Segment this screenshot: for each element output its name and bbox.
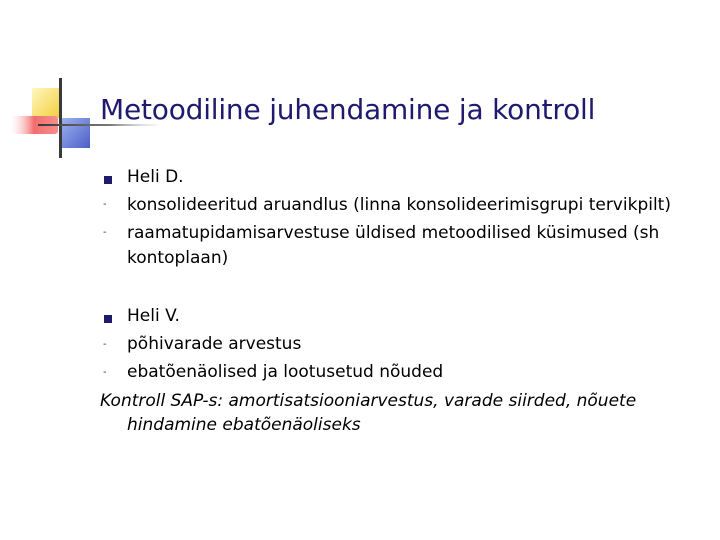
list-item: raamatupidamisarvestuse üldised metoodilised küsimused (sh bbox=[127, 223, 660, 243]
footer-line-2: hindamine ebatõenäoliseks bbox=[127, 415, 361, 435]
blue-square bbox=[62, 118, 90, 148]
list-item: ebatõenäolised ja lootusetud nõuded bbox=[127, 362, 444, 382]
page-title: Metoodiline juhendamine ja kontroll bbox=[100, 93, 596, 126]
list-item: konsolideeritud aruandlus (linna konsolideerimisgrupi tervikpilt) bbox=[127, 195, 671, 215]
dash-bullet-icon: - bbox=[103, 339, 107, 350]
group-head-1: Heli D. bbox=[127, 167, 184, 187]
vertical-line bbox=[59, 78, 62, 158]
dash-bullet-icon: - bbox=[103, 227, 107, 238]
square-bullet-icon bbox=[104, 176, 112, 184]
footer-line-1: Kontroll SAP-s: amortisatsiooniarvestus, varade siirded, nõuete bbox=[100, 391, 637, 411]
list-item: põhivarade arvestus bbox=[127, 334, 302, 354]
square-bullet-icon bbox=[104, 315, 112, 323]
yellow-square bbox=[32, 88, 60, 118]
dash-bullet-icon: - bbox=[103, 367, 107, 378]
list-item-continuation: kontoplaan) bbox=[127, 248, 229, 268]
group-head-2: Heli V. bbox=[127, 306, 180, 326]
dash-bullet-icon: - bbox=[103, 199, 107, 210]
